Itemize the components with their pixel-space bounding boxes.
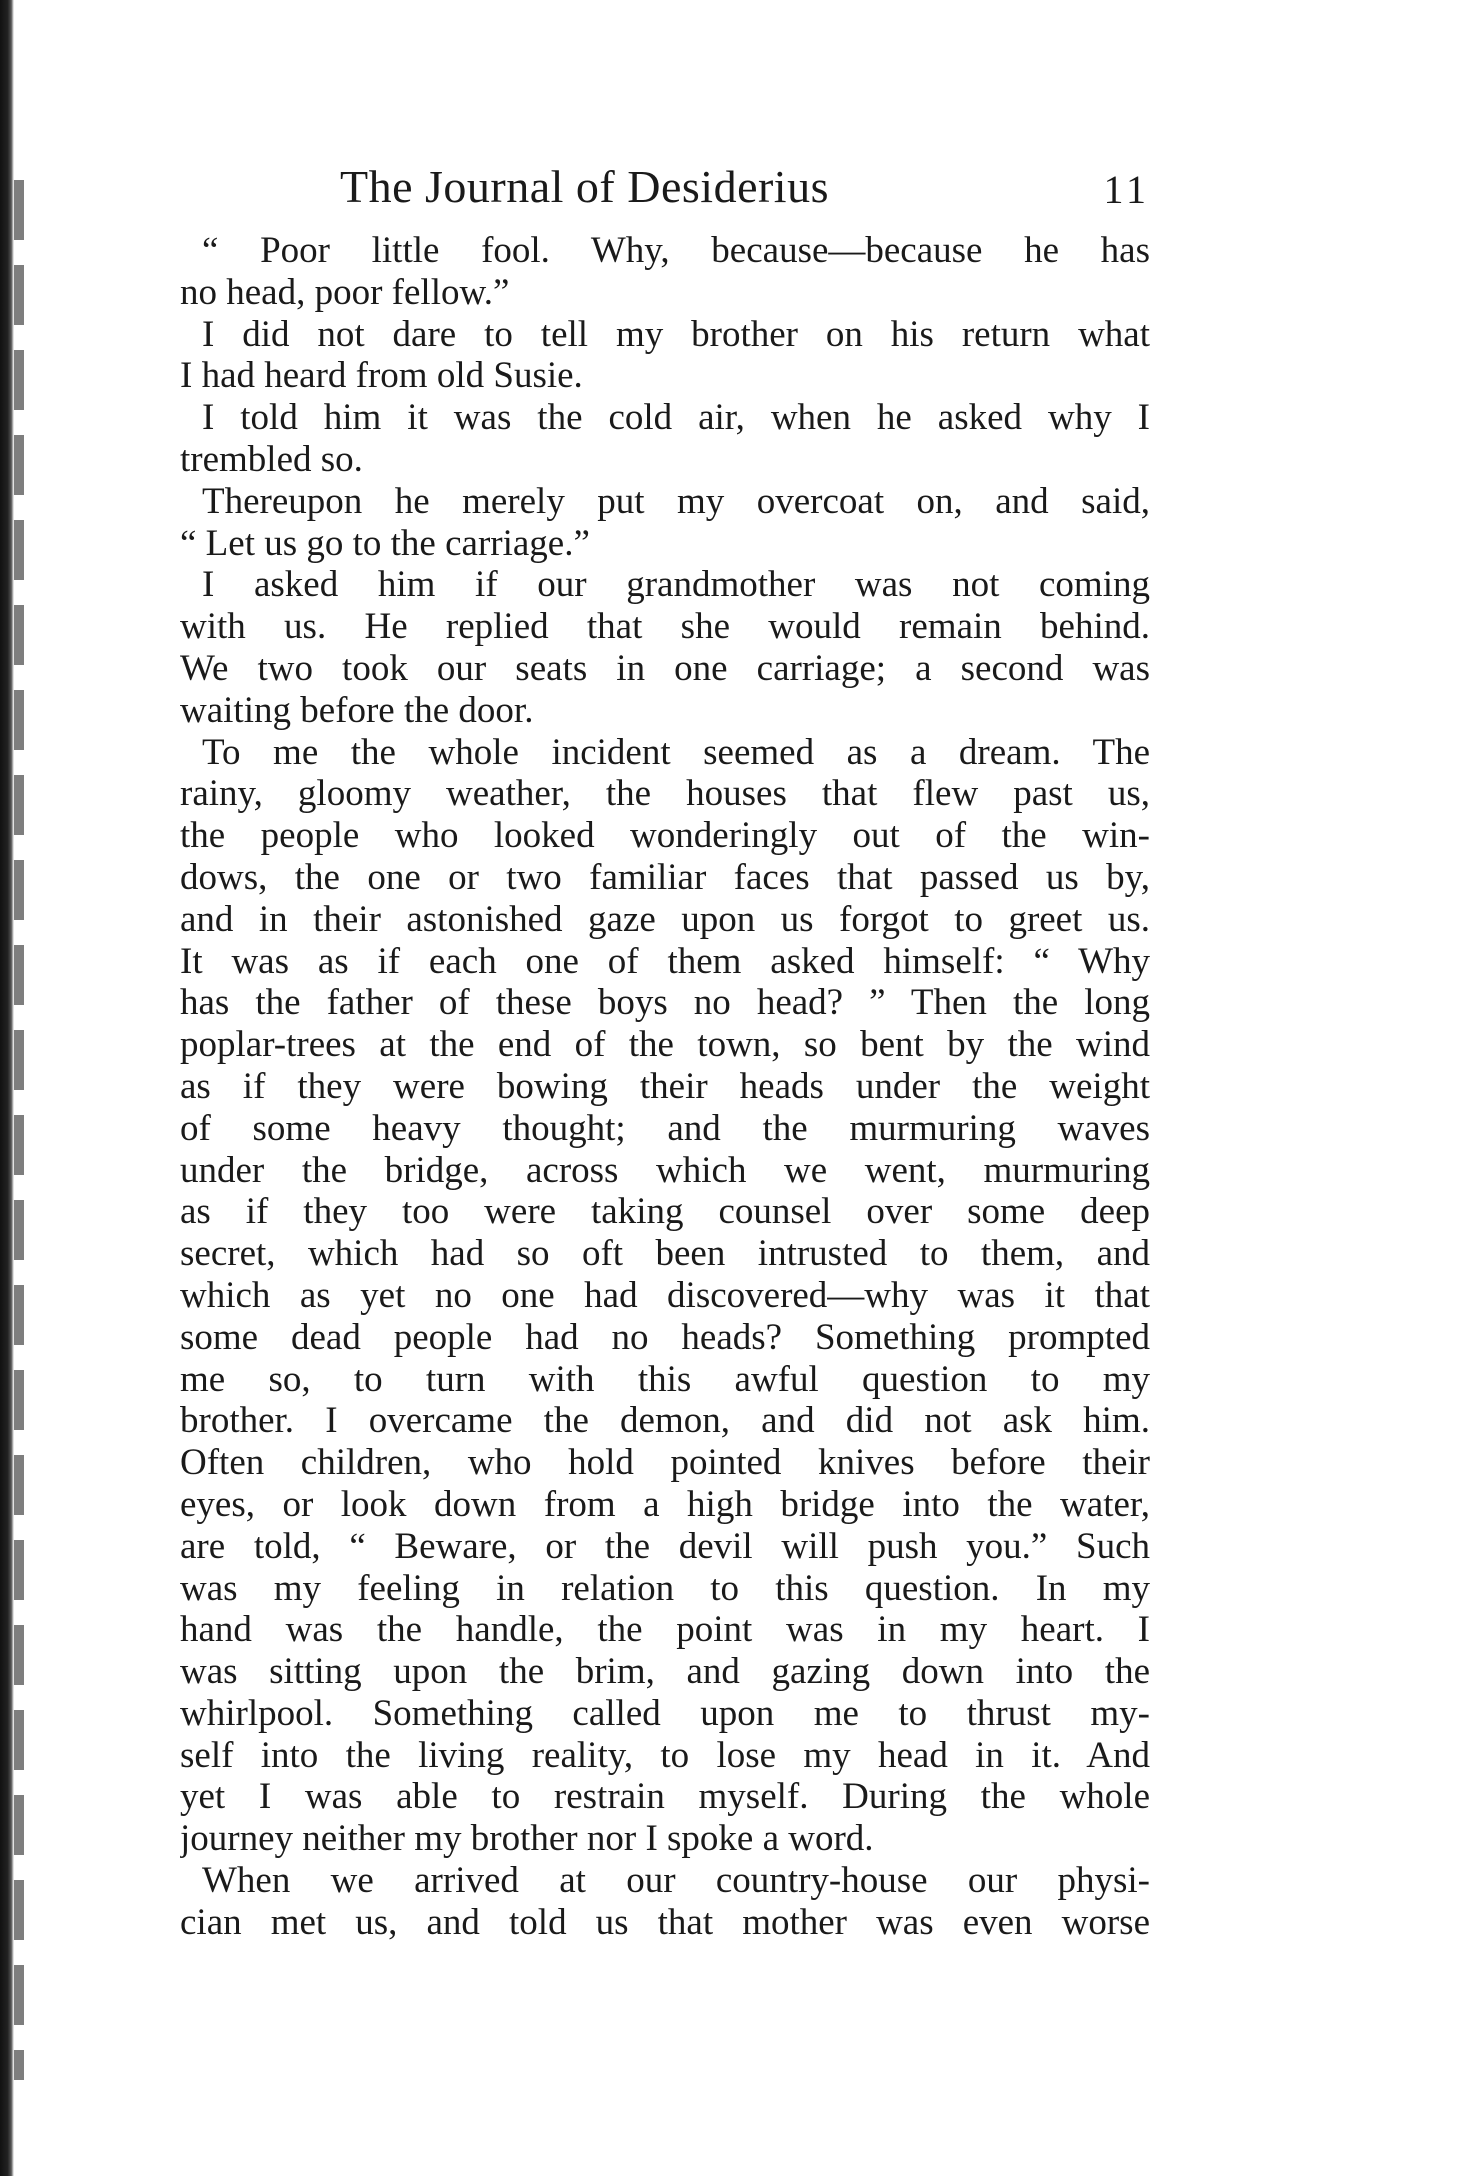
text-line: We two took our seats in one carriage; a second was (180, 647, 1150, 689)
binding-shadow-detail (14, 180, 24, 2080)
text-line: whirlpool. Something called upon me to thrust my- (180, 1692, 1150, 1734)
running-title: The Journal of Desiderius (340, 161, 829, 212)
text-line: was sitting upon the brim, and gazing down into the (180, 1651, 1150, 1693)
text-line: of some heavy thought; and the murmuring waves (180, 1107, 1150, 1149)
paragraph (180, 564, 1150, 731)
text-line: brother. I overcame the demon, and did not ask him. (180, 1400, 1150, 1442)
paragraph (180, 1860, 1150, 1944)
text-line: self into the living reality, to lose my head in it. And (180, 1734, 1150, 1776)
text-line: When we arrived at our country-house our physi- (202, 1860, 1150, 1902)
text-line: with us. He replied that she would remain behind. (180, 606, 1150, 648)
text-line: I asked him if our grandmother was not coming (202, 564, 1150, 606)
text-line: and in their astonished gaze upon us forgot to greet us. (180, 898, 1150, 940)
text-line: dows, the one or two familiar faces that passed us by, (180, 856, 1150, 898)
text-line: To me the whole incident seemed as a dream. The (202, 731, 1150, 773)
text-line: “ Let us go to the carriage.” (180, 522, 590, 564)
text-line: poplar-trees at the end of the town, so bent by the wind (180, 1024, 1150, 1066)
paragraph (180, 314, 1150, 398)
text-line: I did not dare to tell my brother on his return what (202, 313, 1150, 355)
text-line: Often children, who hold pointed knives before their (180, 1442, 1150, 1484)
paragraph (180, 732, 1150, 1861)
text-line: cian met us, and told us that mother was even worse (180, 1901, 1150, 1943)
text-line: as if they were bowing their heads under the weight (180, 1065, 1150, 1107)
text-line: journey neither my brother nor I spoke a word. (180, 1818, 874, 1860)
text-line: rainy, gloomy weather, the houses that flew past us, (180, 773, 1150, 815)
text-line: are told, “ Beware, or the devil will push you.” Such (180, 1525, 1150, 1567)
book-page (180, 150, 1150, 1944)
text-line: under the bridge, across which we went, murmuring (180, 1149, 1150, 1191)
paragraph (180, 230, 1150, 314)
text-line: no head, poor fellow.” (180, 271, 510, 313)
text-line: eyes, or look down from a high bridge into the water, (180, 1483, 1150, 1525)
text-line: as if they too were taking counsel over some deep (180, 1191, 1150, 1233)
text-line: the people who looked wonderingly out of the win- (180, 815, 1150, 857)
text-line: was my feeling in relation to this question. In my (180, 1567, 1150, 1609)
text-line: I had heard from old Susie. (180, 355, 583, 397)
text-line: me so, to turn with this awful question to my (180, 1358, 1150, 1400)
text-line: Thereupon he merely put my overcoat on, and said, (202, 480, 1150, 522)
paragraph (180, 481, 1150, 565)
text-line: some dead people had no heads? Something prompted (180, 1316, 1150, 1358)
text-line: which as yet no one had discovered—why was it that (180, 1274, 1150, 1316)
running-head (180, 150, 1150, 230)
text-line: yet I was able to restrain myself. During the whole (180, 1776, 1150, 1818)
binding-shadow (0, 0, 14, 2176)
text-line: secret, which had so oft been intrusted to them, and (180, 1233, 1150, 1275)
text-line: I told him it was the cold air, when he asked why I (202, 397, 1150, 439)
text-line: has the father of these boys no head? ” Then the long (180, 982, 1150, 1024)
paragraph (180, 397, 1150, 481)
body-text (180, 230, 1150, 1944)
text-line: hand was the handle, the point was in my heart. I (180, 1609, 1150, 1651)
text-line: trembled so. (180, 438, 363, 480)
page-number: 11 (1103, 167, 1150, 212)
text-line: waiting before the door. (180, 689, 534, 731)
text-line: It was as if each one of them asked himself: “ Why (180, 940, 1150, 982)
text-line: “ Poor little fool. Why, because—because he has (202, 230, 1150, 271)
